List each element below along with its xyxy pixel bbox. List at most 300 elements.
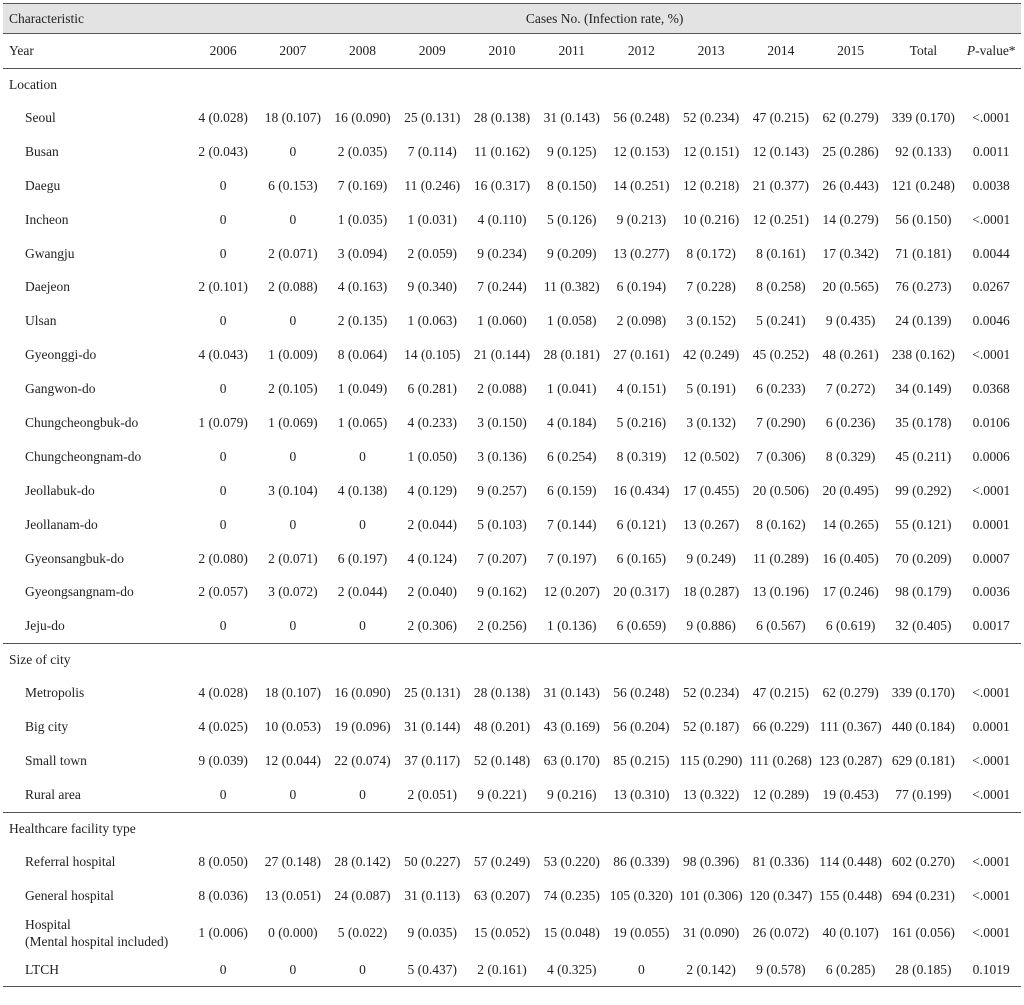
table-cell: 20 (0.317) — [613, 584, 670, 600]
table-cell: 13 (0.322) — [683, 786, 740, 802]
table-cell: 31 (0.144) — [404, 719, 461, 735]
table-cell: 4 (0.184) — [546, 414, 597, 430]
table-cell: 3 (0.104) — [268, 482, 318, 498]
row-label — [3, 845, 188, 879]
table-cell: 4 (0.028) — [198, 109, 248, 125]
row-label-text: Hospital — [25, 916, 71, 932]
table-row — [3, 744, 1021, 778]
header-row-years — [3, 34, 1021, 69]
row-label — [3, 953, 188, 987]
year-column-header: 2014 — [746, 34, 816, 69]
total-cell: 35 (0.178) — [895, 414, 952, 430]
table-cell: 53 (0.220) — [543, 853, 600, 869]
table-cell: 5 (0.241) — [756, 313, 806, 329]
table-cell: 120 (0.347) — [749, 887, 813, 903]
table-cell: 9 (0.234) — [477, 245, 527, 261]
table-cell: 0 — [359, 448, 366, 464]
pvalue-cell: 0.0017 — [972, 618, 1010, 634]
table-cell: 63 (0.170) — [543, 752, 600, 768]
table-cell: 8 (0.258) — [756, 279, 806, 295]
table-cell: 16 (0.317) — [473, 177, 531, 193]
table-cell: 8 (0.161) — [756, 245, 806, 261]
table-cell: 3 (0.152) — [686, 313, 736, 329]
table-row — [3, 406, 1021, 440]
year-column-header: 2012 — [607, 34, 677, 69]
table-cell: 56 (0.248) — [613, 685, 670, 701]
pvalue-suffix: -value* — [975, 43, 1016, 58]
table-cell: 0 — [219, 211, 227, 227]
table-cell: 1 (0.079) — [198, 414, 248, 430]
row-label-text: Metropolis — [25, 685, 85, 701]
row-label — [3, 372, 188, 406]
table-cell: 6 (0.197) — [337, 550, 388, 566]
table-cell: 9 (0.209) — [546, 245, 597, 261]
table-cell: 2 (0.098) — [616, 313, 667, 329]
row-label — [3, 203, 188, 237]
year-column-header: 2008 — [328, 34, 398, 69]
table-cell: 8 (0.162) — [756, 516, 806, 532]
table-cell: 105 (0.320) — [609, 887, 673, 903]
table-cell: 12 (0.289) — [752, 786, 809, 802]
table-cell: 2 (0.044) — [407, 516, 458, 532]
total-cell: 55 (0.121) — [895, 516, 952, 532]
table-cell: 6 (0.194) — [616, 279, 667, 295]
table-cell: 5 (0.103) — [477, 516, 527, 532]
pvalue-cell: 0.0001 — [972, 719, 1010, 735]
table-cell: 2 (0.059) — [407, 245, 458, 261]
table-row — [3, 474, 1021, 508]
table-cell: 8 (0.319) — [616, 448, 667, 464]
infection-rate-table — [3, 3, 1021, 987]
row-label — [3, 676, 188, 710]
table-cell: 13 (0.196) — [752, 584, 809, 600]
table-cell: 6 (0.236) — [825, 414, 876, 430]
table-cell: 7 (0.144) — [546, 516, 597, 532]
table-cell: 81 (0.336) — [752, 853, 809, 869]
year-column-header: 2015 — [816, 34, 886, 69]
table-cell: 2 (0.040) — [407, 584, 458, 600]
table-cell: 9 (0.435) — [825, 313, 876, 329]
table-cell: 111 (0.268) — [749, 752, 812, 768]
table-cell: 27 (0.148) — [264, 853, 321, 869]
row-label-text: Small town — [25, 752, 87, 768]
table-row — [3, 609, 1021, 643]
table-cell: 57 (0.249) — [473, 853, 531, 869]
row-label-text: Jeju-do — [25, 618, 65, 634]
table-cell: 9 (0.213) — [616, 211, 667, 227]
table-cell: 11 (0.289) — [752, 550, 809, 566]
table-cell: 9 (0.221) — [477, 786, 527, 802]
table-cell: 16 (0.434) — [613, 482, 670, 498]
row-label-text: Busan — [25, 143, 59, 159]
total-cell: 32 (0.405) — [895, 618, 952, 634]
total-cell: 70 (0.209) — [895, 550, 952, 566]
table-cell: 16 (0.090) — [334, 109, 391, 125]
row-label — [3, 508, 188, 542]
row-label-text: Jeollabuk-do — [25, 482, 95, 498]
total-cell: 28 (0.185) — [885, 953, 961, 987]
table-cell: 0 — [328, 953, 398, 987]
row-label-text: General hospital — [25, 887, 114, 903]
table-cell: 7 (0.207) — [477, 550, 527, 566]
data-table — [3, 3, 1021, 987]
table-cell: 0 — [219, 786, 227, 802]
table-cell: 28 (0.181) — [543, 347, 600, 363]
table-cell: 21 (0.144) — [473, 347, 531, 363]
table-row — [3, 710, 1021, 744]
table-cell: 18 (0.107) — [264, 109, 321, 125]
table-cell: 3 (0.072) — [268, 584, 318, 600]
table-row — [3, 575, 1021, 609]
table-cell: 3 (0.150) — [477, 414, 527, 430]
table-cell: 10 (0.053) — [264, 719, 321, 735]
total-cell: 339 (0.170) — [891, 109, 955, 125]
table-cell: 8 (0.036) — [198, 887, 248, 903]
table-cell: 5 (0.191) — [686, 381, 736, 397]
pvalue-cell: 0.0006 — [972, 448, 1010, 464]
table-cell: 0 — [219, 313, 227, 329]
pvalue-cell: <.0001 — [972, 347, 1011, 363]
table-cell: 0 — [289, 143, 297, 159]
table-cell: 9 (0.886) — [686, 618, 736, 634]
section-header-row — [3, 812, 1021, 845]
table-cell: 24 (0.087) — [334, 887, 391, 903]
pvalue-cell: <.0001 — [972, 211, 1011, 227]
total-column-header: Total — [885, 34, 961, 69]
table-cell: 48 (0.261) — [822, 347, 879, 363]
pvalue-cell: 0.0001 — [972, 516, 1010, 532]
pvalue-cell: <.0001 — [972, 109, 1011, 125]
total-cell: 56 (0.150) — [895, 211, 952, 227]
table-cell: 11 (0.162) — [474, 143, 530, 159]
pvalue-cell: 0.0007 — [972, 550, 1010, 566]
table-row — [3, 778, 1021, 812]
table-cell: 17 (0.246) — [822, 584, 879, 600]
table-cell: 12 (0.143) — [752, 143, 809, 159]
table-cell: 20 (0.495) — [822, 482, 879, 498]
table-cell: 63 (0.207) — [473, 887, 531, 903]
pvalue-p-letter: P — [966, 43, 976, 58]
row-label-text: Daejeon — [25, 279, 70, 295]
table-cell: 8 (0.329) — [825, 448, 876, 464]
table-cell: 40 (0.107) — [822, 924, 879, 940]
table-cell: 7 (0.197) — [546, 550, 597, 566]
table-cell: 2 (0.161) — [467, 953, 537, 987]
table-cell: 7 (0.114) — [407, 143, 457, 159]
row-label-text: Rural area — [25, 786, 81, 802]
table-cell: 115 (0.290) — [679, 752, 743, 768]
table-cell: 98 (0.396) — [683, 853, 740, 869]
table-cell: 1 (0.009) — [268, 347, 318, 363]
pvalue-cell: 0.0368 — [972, 381, 1010, 397]
pvalue-cell: 0.0044 — [972, 245, 1010, 261]
table-cell: 21 (0.377) — [752, 177, 809, 193]
table-cell: 7 (0.272) — [825, 381, 876, 397]
table-cell: 56 (0.248) — [613, 109, 670, 125]
table-row — [3, 338, 1021, 372]
table-cell: 20 (0.565) — [822, 279, 879, 295]
row-label — [3, 101, 188, 135]
table-cell: 3 (0.094) — [337, 245, 388, 261]
table-cell: 5 (0.216) — [616, 414, 667, 430]
table-cell: 47 (0.215) — [752, 109, 809, 125]
table-cell: 7 (0.290) — [756, 414, 806, 430]
total-cell: 99 (0.292) — [895, 482, 952, 498]
table-cell: 3 (0.136) — [477, 448, 527, 464]
year-column-header: 2010 — [467, 34, 537, 69]
table-cell: 0 — [289, 786, 297, 802]
table-cell: 19 (0.055) — [613, 924, 670, 940]
table-cell: 0 — [359, 618, 366, 634]
table-cell: 14 (0.105) — [404, 347, 461, 363]
table-cell: 6 (0.254) — [546, 448, 597, 464]
table-cell: 8 (0.172) — [686, 245, 736, 261]
row-label — [3, 542, 188, 576]
table-cell: 4 (0.129) — [407, 482, 458, 498]
row-label — [3, 406, 188, 440]
table-row — [3, 676, 1021, 710]
table-cell: 0 — [359, 516, 366, 532]
pvalue-cell: <.0001 — [972, 685, 1011, 701]
table-cell: 2 (0.044) — [337, 584, 388, 600]
table-cell: 9 (0.249) — [686, 550, 736, 566]
table-row — [3, 953, 1021, 987]
row-label-text: Gwangju — [25, 245, 75, 261]
total-cell: 602 (0.270) — [891, 853, 955, 869]
row-label — [3, 304, 188, 338]
row-label — [3, 474, 188, 508]
table-cell: 155 (0.448) — [819, 887, 883, 903]
total-cell: 238 (0.162) — [891, 347, 955, 363]
table-cell: 31 (0.090) — [683, 924, 740, 940]
table-cell: 2 (0.101) — [198, 279, 248, 295]
pvalue-cell: 0.0011 — [972, 143, 1010, 159]
table-cell: 10 (0.216) — [683, 211, 740, 227]
table-cell: 2 (0.035) — [337, 143, 388, 159]
table-cell: 15 (0.048) — [543, 924, 600, 940]
total-cell: 339 (0.170) — [891, 685, 955, 701]
row-label — [3, 338, 188, 372]
year-column-header: 2007 — [258, 34, 328, 69]
table-cell: 17 (0.455) — [683, 482, 740, 498]
table-cell: 2 (0.088) — [477, 381, 527, 397]
table-cell: 1 (0.035) — [337, 211, 388, 227]
table-cell: 25 (0.131) — [404, 109, 461, 125]
pvalue-cell: <.0001 — [972, 887, 1011, 903]
table-cell: 12 (0.151) — [683, 143, 740, 159]
table-cell: 16 (0.405) — [822, 550, 879, 566]
row-label-text: Incheon — [25, 211, 69, 227]
table-cell: 114 (0.448) — [819, 853, 882, 869]
total-cell: 440 (0.184) — [891, 719, 955, 735]
pvalue-cell: <.0001 — [972, 752, 1011, 768]
row-label-text: Gyeonsangbuk-do — [25, 550, 124, 566]
row-label-text: Chungcheongnam-do — [25, 448, 142, 464]
table-row — [3, 845, 1021, 879]
table-cell: 0 — [289, 516, 297, 532]
table-cell: 0 — [219, 177, 227, 193]
table-cell: 25 (0.286) — [822, 143, 879, 159]
year-column-header: 2006 — [188, 34, 258, 69]
cases-group-header: Cases No. (Infection rate, %) — [188, 4, 1021, 34]
row-label — [3, 879, 188, 913]
table-cell: 8 (0.050) — [198, 853, 248, 869]
table-cell: 47 (0.215) — [752, 685, 809, 701]
header-row-group — [3, 4, 1021, 34]
table-cell: 26 (0.443) — [822, 177, 879, 193]
table-row — [3, 542, 1021, 576]
table-cell: 52 (0.234) — [683, 109, 740, 125]
table-cell: 1 (0.136) — [546, 618, 597, 634]
row-label-text: Gangwon-do — [25, 381, 96, 397]
table-cell: 4 (0.025) — [198, 719, 248, 735]
row-label-text: Chungcheongbuk-do — [25, 414, 139, 430]
section-header-row — [3, 644, 1021, 677]
table-cell: 74 (0.235) — [543, 887, 600, 903]
row-label — [3, 135, 188, 169]
table-cell: 2 (0.071) — [268, 550, 318, 566]
table-cell: 12 (0.044) — [264, 752, 321, 768]
table-cell: 1 (0.058) — [546, 313, 597, 329]
row-label-text: Gyeonggi-do — [25, 347, 97, 363]
year-column-header: 2009 — [397, 34, 467, 69]
table-cell: 25 (0.131) — [404, 685, 461, 701]
table-cell: 0 — [359, 786, 366, 802]
table-cell: 9 (0.039) — [198, 752, 248, 768]
table-cell: 15 (0.052) — [473, 924, 531, 940]
table-cell: 1 (0.031) — [407, 211, 458, 227]
table-cell: 2 (0.142) — [676, 953, 746, 987]
table-cell: 5 (0.126) — [546, 211, 597, 227]
table-cell: 14 (0.251) — [613, 177, 670, 193]
table-cell: 11 (0.246) — [404, 177, 461, 193]
table-cell: 1 (0.006) — [198, 924, 248, 940]
table-cell: 111 (0.367) — [819, 719, 882, 735]
table-cell: 0 — [219, 516, 227, 532]
table-cell: 1 (0.063) — [407, 313, 458, 329]
pvalue-cell: <.0001 — [972, 853, 1011, 869]
table-cell: 7 (0.244) — [477, 279, 527, 295]
total-cell: 34 (0.149) — [895, 381, 952, 397]
table-cell: 52 (0.148) — [473, 752, 531, 768]
table-cell: 4 (0.163) — [337, 279, 388, 295]
table-cell: 6 (0.121) — [616, 516, 667, 532]
table-cell: 11 (0.382) — [543, 279, 600, 295]
row-label-subtext: (Mental hospital included) — [25, 933, 169, 949]
table-row — [3, 372, 1021, 406]
row-label — [3, 270, 188, 304]
table-cell: 0 — [219, 381, 227, 397]
table-cell: 7 (0.306) — [756, 448, 806, 464]
table-row — [3, 270, 1021, 304]
table-row — [3, 913, 1021, 953]
pvalue-cell: <.0001 — [972, 786, 1011, 802]
table-cell: 2 (0.256) — [477, 618, 527, 634]
year-column-header: 2013 — [676, 34, 746, 69]
table-cell: 8 (0.150) — [546, 177, 597, 193]
table-cell: 4 (0.124) — [407, 550, 458, 566]
table-cell: 31 (0.143) — [543, 685, 600, 701]
row-label-text: Referral hospital — [25, 853, 116, 869]
pvalue-cell: 0.0036 — [972, 584, 1010, 600]
table-row — [3, 135, 1021, 169]
row-label-text: Jeollanam-do — [25, 516, 98, 532]
table-cell: 2 (0.088) — [268, 279, 318, 295]
table-cell: 1 (0.060) — [477, 313, 527, 329]
table-cell: 26 (0.072) — [752, 924, 809, 940]
table-cell: 8 (0.064) — [337, 347, 388, 363]
table-cell: 9 (0.340) — [407, 279, 458, 295]
table-cell: 6 (0.567) — [756, 618, 806, 634]
table-cell: 17 (0.342) — [822, 245, 879, 261]
table-cell: 2 (0.051) — [407, 786, 458, 802]
row-label-text: Gyeongsangnam-do — [25, 584, 134, 600]
row-label-text: Daegu — [25, 177, 61, 193]
row-label — [3, 710, 188, 744]
table-cell: 6 (0.659) — [616, 618, 667, 634]
table-cell: 85 (0.215) — [613, 752, 670, 768]
table-cell: 4 (0.028) — [198, 685, 248, 701]
row-label — [3, 575, 188, 609]
table-cell: 28 (0.138) — [473, 109, 531, 125]
row-label-text: Seoul — [25, 109, 56, 125]
table-cell: 0 — [289, 211, 297, 227]
table-cell: 66 (0.229) — [752, 719, 809, 735]
table-cell: 62 (0.279) — [822, 685, 879, 701]
table-cell: 12 (0.218) — [683, 177, 740, 193]
table-cell: 6 (0.153) — [268, 177, 318, 193]
table-cell: 16 (0.090) — [334, 685, 391, 701]
table-cell: 13 (0.277) — [613, 245, 670, 261]
table-cell: 9 (0.125) — [546, 143, 597, 159]
section-title: Healthcare facility type — [3, 812, 1021, 845]
table-cell: 12 (0.153) — [613, 143, 670, 159]
table-cell: 9 (0.035) — [407, 924, 458, 940]
table-row — [3, 508, 1021, 542]
table-cell: 20 (0.506) — [752, 482, 809, 498]
table-cell: 101 (0.306) — [679, 887, 743, 903]
table-cell: 14 (0.265) — [822, 516, 879, 532]
table-cell: 48 (0.201) — [473, 719, 531, 735]
table-cell: 28 (0.142) — [334, 853, 391, 869]
table-cell: 12 (0.251) — [752, 211, 809, 227]
table-cell: 0 — [219, 448, 227, 464]
pvalue-cell: 0.0267 — [972, 279, 1010, 295]
table-cell: 2 (0.057) — [198, 584, 248, 600]
pvalue-cell: 0.1019 — [961, 953, 1021, 987]
table-cell: 6 (0.619) — [825, 618, 876, 634]
row-label-text: LTCH — [25, 961, 60, 977]
table-cell: 18 (0.107) — [264, 685, 321, 701]
table-cell: 52 (0.234) — [683, 685, 740, 701]
row-label-text: Ulsan — [25, 313, 57, 329]
pvalue-cell: <.0001 — [972, 924, 1011, 940]
table-row — [3, 304, 1021, 338]
table-row — [3, 237, 1021, 271]
row-label — [3, 440, 188, 474]
pvalue-cell: <.0001 — [972, 482, 1011, 498]
total-cell: 77 (0.199) — [895, 786, 952, 802]
table-cell: 0 — [188, 953, 258, 987]
table-row — [3, 879, 1021, 913]
table-cell: 19 (0.096) — [334, 719, 391, 735]
table-cell: 50 (0.227) — [404, 853, 461, 869]
total-cell: 71 (0.181) — [895, 245, 952, 261]
table-cell: 6 (0.281) — [407, 381, 458, 397]
table-cell: 5 (0.022) — [337, 924, 388, 940]
table-cell: 45 (0.252) — [752, 347, 809, 363]
total-cell: 24 (0.139) — [895, 313, 952, 329]
